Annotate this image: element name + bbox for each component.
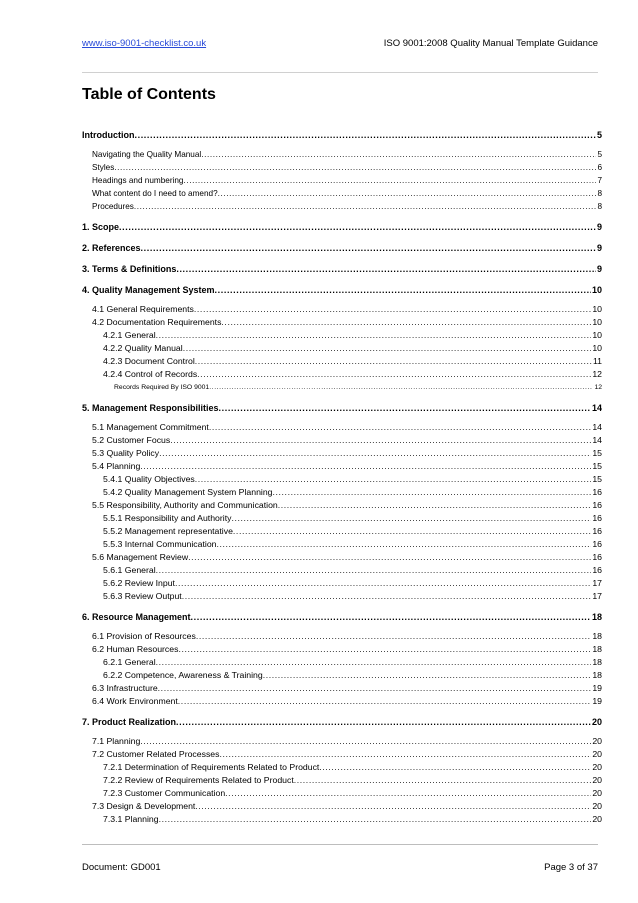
toc-entry-page: 17 <box>592 591 602 601</box>
toc-leader-dots <box>209 421 591 434</box>
toc-entry-title: 7.2.3 Customer Communication <box>103 788 226 798</box>
toc-entry-title: 4.2.3 Document Control <box>103 356 195 366</box>
toc-entry-page: 20 <box>592 749 602 759</box>
table-of-contents <box>82 129 602 826</box>
toc-entry-title: 7.2.2 Review of Requirements Related to Product <box>103 775 294 785</box>
toc-entry-page: 11 <box>592 356 602 366</box>
toc-entry-title: 4. Quality Management System <box>82 285 215 295</box>
toc-entry-page: 20 <box>592 736 602 746</box>
toc-entry-title: 5.3 Quality Policy <box>92 448 160 458</box>
toc-leader-dots <box>141 242 596 255</box>
toc-leader-dots <box>159 447 591 460</box>
toc-leader-dots <box>225 787 591 800</box>
toc-entry[interactable] <box>82 800 602 813</box>
page-title: Table of Contents <box>82 86 216 103</box>
header-document-title: ISO 9001:2008 Quality Manual Template Guidance <box>383 38 598 49</box>
toc-entry-page: 18 <box>592 644 602 654</box>
toc-entry-title: 5.6 Management Review <box>92 552 189 562</box>
toc-entry-page: 16 <box>592 500 602 510</box>
toc-leader-dots <box>278 499 592 512</box>
toc-entry-title: 6.3 Infrastructure <box>92 683 158 693</box>
toc-entry-page: 15 <box>592 474 602 484</box>
toc-entry-page: 14 <box>592 422 602 432</box>
toc-leader-dots <box>209 381 593 394</box>
toc-entry-page: 20 <box>592 801 602 811</box>
toc-entry-title: What content do I need to amend? <box>92 189 218 198</box>
toc-entry[interactable] <box>82 551 602 564</box>
toc-entry-page: 10 <box>592 343 602 353</box>
toc-leader-dots <box>201 148 596 161</box>
toc-entry-page: 10 <box>591 285 602 295</box>
toc-entry-title: 1. Scope <box>82 222 120 232</box>
toc-leader-dots <box>159 813 592 826</box>
site-link[interactable]: www.iso-9001-checklist.co.uk <box>82 38 207 49</box>
toc-entry-page: 16 <box>592 513 602 523</box>
toc-entry-title: Introduction <box>82 130 135 140</box>
footer-divider <box>82 844 598 845</box>
toc-leader-dots <box>221 316 591 329</box>
toc-leader-dots <box>219 402 591 415</box>
toc-entry[interactable] <box>82 329 602 342</box>
toc-entry-title: 5.6.1 General <box>103 565 156 575</box>
toc-entry[interactable] <box>82 129 602 142</box>
toc-entry-page: 10 <box>592 304 602 314</box>
toc-entry[interactable] <box>82 161 602 174</box>
toc-entry-page: 15 <box>592 461 602 471</box>
toc-entry-page: 10 <box>592 330 602 340</box>
toc-entry[interactable] <box>82 499 602 512</box>
toc-entry-title: 7.2 Customer Related Processes <box>92 749 220 759</box>
toc-leader-dots <box>158 682 592 695</box>
toc-entry-page: 5 <box>597 150 602 159</box>
toc-entry-title: 6.1 Provision of Resources <box>92 631 196 641</box>
toc-entry[interactable] <box>82 813 602 826</box>
toc-leader-dots <box>182 590 592 603</box>
toc-entry-page: 20 <box>592 762 602 772</box>
toc-entry-title: 5.2 Customer Focus <box>92 435 171 445</box>
toc-leader-dots <box>184 174 597 187</box>
toc-entry-page: 16 <box>592 539 602 549</box>
toc-leader-dots <box>178 695 592 708</box>
toc-entry-title: Procedures <box>92 202 134 211</box>
toc-leader-dots <box>319 761 591 774</box>
toc-entry-title: 7.1 Planning <box>92 736 141 746</box>
toc-entry-title: 4.2 Documentation Requirements <box>92 317 222 327</box>
toc-leader-dots <box>176 263 596 276</box>
toc-entry-page: 18 <box>592 631 602 641</box>
toc-entry-page: 14 <box>592 435 602 445</box>
toc-entry[interactable] <box>82 200 602 213</box>
toc-leader-dots <box>156 656 592 669</box>
toc-leader-dots <box>196 630 592 643</box>
document-number: Document: GD001 <box>82 862 161 873</box>
page-number: Page 3 of 37 <box>544 862 598 873</box>
toc-entry[interactable] <box>82 434 602 447</box>
toc-entry-title: 5.5.3 Internal Communication <box>103 539 217 549</box>
toc-leader-dots <box>215 284 591 297</box>
toc-entry[interactable] <box>82 355 602 368</box>
toc-entry-title: 7.3 Design & Development <box>92 801 196 811</box>
toc-leader-dots <box>195 355 592 368</box>
toc-entry[interactable] <box>82 242 602 255</box>
toc-entry-title: 5. Management Responsibilities <box>82 403 219 413</box>
toc-entry-page: 8 <box>597 189 602 198</box>
toc-leader-dots <box>114 161 596 174</box>
toc-entry-title: Headings and numbering <box>92 176 184 185</box>
toc-entry-page: 20 <box>592 775 602 785</box>
toc-leader-dots <box>216 538 591 551</box>
toc-entry[interactable] <box>82 174 602 187</box>
toc-entry-page: 10 <box>592 317 602 327</box>
toc-entry[interactable] <box>82 342 602 355</box>
toc-leader-dots <box>195 800 591 813</box>
toc-leader-dots <box>294 774 592 787</box>
toc-leader-dots <box>218 187 597 200</box>
toc-entry[interactable] <box>82 512 602 525</box>
toc-leader-dots <box>183 342 592 355</box>
toc-leader-dots <box>195 473 592 486</box>
toc-entry-page: 9 <box>596 264 602 274</box>
toc-entry[interactable] <box>82 148 602 161</box>
toc-entry-title: 6. Resource Management <box>82 612 191 622</box>
toc-entry-page: 14 <box>591 403 602 413</box>
toc-entry-title: 7.3.1 Planning <box>103 814 159 824</box>
toc-entry-page: 16 <box>592 526 602 536</box>
toc-entry[interactable] <box>82 656 602 669</box>
toc-leader-dots <box>176 716 591 729</box>
toc-entry-page: 6 <box>597 163 602 172</box>
header-divider <box>82 72 598 73</box>
toc-entry[interactable] <box>82 303 602 316</box>
toc-entry[interactable] <box>82 682 602 695</box>
toc-entry[interactable] <box>82 221 602 234</box>
toc-leader-dots <box>135 129 596 142</box>
toc-leader-dots <box>156 329 592 342</box>
toc-entry-page: 18 <box>591 612 602 622</box>
toc-entry-page: 20 <box>591 717 602 727</box>
toc-leader-dots <box>140 735 591 748</box>
toc-entry-title: 7. Product Realization <box>82 717 177 727</box>
toc-entry[interactable] <box>82 611 602 624</box>
page-header <box>82 38 598 52</box>
toc-entry-title: 5.4.2 Quality Management System Planning <box>103 487 273 497</box>
toc-entry[interactable] <box>82 316 602 329</box>
toc-entry-title: 4.1 General Requirements <box>92 304 194 314</box>
toc-leader-dots <box>175 577 591 590</box>
toc-entry-title: 5.5.1 Responsibility and Authority <box>103 513 232 523</box>
toc-entry[interactable] <box>82 590 602 603</box>
toc-entry[interactable] <box>82 748 602 761</box>
toc-leader-dots <box>191 611 591 624</box>
toc-leader-dots <box>273 486 592 499</box>
toc-entry[interactable] <box>82 577 602 590</box>
toc-entry-title: 3. Terms & Definitions <box>82 264 177 274</box>
toc-entry-title: 6.4 Work Environment <box>92 696 178 706</box>
toc-entry-page: 9 <box>596 222 602 232</box>
toc-entry[interactable] <box>82 402 602 415</box>
toc-entry-page: 16 <box>592 565 602 575</box>
toc-entry-title: 2. References <box>82 243 141 253</box>
toc-entry-title: 6.2.2 Competence, Awareness & Training <box>103 670 263 680</box>
toc-leader-dots <box>197 368 591 381</box>
toc-leader-dots <box>263 669 592 682</box>
toc-entry-page: 17 <box>592 578 602 588</box>
toc-leader-dots <box>219 748 591 761</box>
toc-entry-page: 16 <box>592 487 602 497</box>
toc-leader-dots <box>194 303 591 316</box>
toc-entry-title: 7.2.1 Determination of Requirements Related to Product <box>103 762 320 772</box>
toc-entry-title: 5.4 Planning <box>92 461 141 471</box>
toc-entry-title: 5.5 Responsibility, Authority and Communication <box>92 500 278 510</box>
toc-entry-page: 8 <box>597 202 602 211</box>
toc-entry-title: 6.2 Human Resources <box>92 644 179 654</box>
toc-entry-title: 5.4.1 Quality Objectives <box>103 474 195 484</box>
toc-entry-title: 4.2.1 General <box>103 330 156 340</box>
toc-entry-title: 4.2.2 Quality Manual <box>103 343 183 353</box>
toc-entry-page: 19 <box>592 683 602 693</box>
toc-entry[interactable] <box>82 460 602 473</box>
toc-entry-page: 20 <box>592 814 602 824</box>
toc-entry[interactable] <box>82 630 602 643</box>
toc-entry-title: 5.6.3 Review Output <box>103 591 182 601</box>
toc-entry[interactable] <box>82 643 602 656</box>
toc-entry-title: 6.2.1 General <box>103 657 156 667</box>
toc-entry-page: 19 <box>592 696 602 706</box>
toc-entry[interactable] <box>82 774 602 787</box>
toc-entry[interactable] <box>82 447 602 460</box>
toc-entry[interactable] <box>82 669 602 682</box>
toc-entry-page: 9 <box>596 243 602 253</box>
toc-leader-dots <box>178 643 591 656</box>
toc-entry[interactable] <box>82 263 602 276</box>
toc-entry[interactable] <box>82 695 602 708</box>
toc-entry[interactable] <box>82 787 602 800</box>
toc-entry[interactable] <box>82 368 602 381</box>
toc-entry-page: 7 <box>597 176 602 185</box>
toc-leader-dots <box>156 564 592 577</box>
toc-leader-dots <box>231 512 591 525</box>
toc-entry[interactable] <box>82 421 602 434</box>
toc-leader-dots <box>233 525 591 538</box>
toc-entry-page: 5 <box>596 130 602 140</box>
toc-entry[interactable] <box>82 284 602 297</box>
toc-entry-title: Styles <box>92 163 115 172</box>
toc-leader-dots <box>134 200 597 213</box>
toc-entry[interactable] <box>82 716 602 729</box>
toc-entry-title: 5.1 Management Commitment <box>92 422 209 432</box>
toc-entry-title: 5.6.2 Review Input <box>103 578 175 588</box>
toc-entry-title: 4.2.4 Control of Records <box>103 369 198 379</box>
toc-entry-page: 12 <box>594 384 602 391</box>
toc-entry[interactable] <box>82 538 602 551</box>
toc-entry[interactable] <box>82 525 602 538</box>
toc-entry[interactable] <box>82 381 602 394</box>
toc-entry-page: 15 <box>592 448 602 458</box>
toc-entry[interactable] <box>82 473 602 486</box>
toc-entry-page: 16 <box>592 552 602 562</box>
toc-entry-title: Navigating the Quality Manual <box>92 150 202 159</box>
toc-entry[interactable] <box>82 761 602 774</box>
toc-leader-dots <box>140 460 591 473</box>
toc-entry[interactable] <box>82 486 602 499</box>
toc-entry-title: 5.5.2 Management representative <box>103 526 233 536</box>
toc-entry-page: 20 <box>592 788 602 798</box>
toc-entry[interactable] <box>82 187 602 200</box>
toc-entry-page: 18 <box>592 670 602 680</box>
toc-entry-page: 12 <box>592 369 602 379</box>
toc-entry-page: 18 <box>592 657 602 667</box>
toc-entry[interactable] <box>82 564 602 577</box>
toc-entry-title: Records Required By ISO 9001 <box>114 384 210 391</box>
toc-leader-dots <box>119 221 596 234</box>
toc-entry[interactable] <box>82 735 602 748</box>
toc-leader-dots <box>170 434 591 447</box>
toc-leader-dots <box>188 551 591 564</box>
